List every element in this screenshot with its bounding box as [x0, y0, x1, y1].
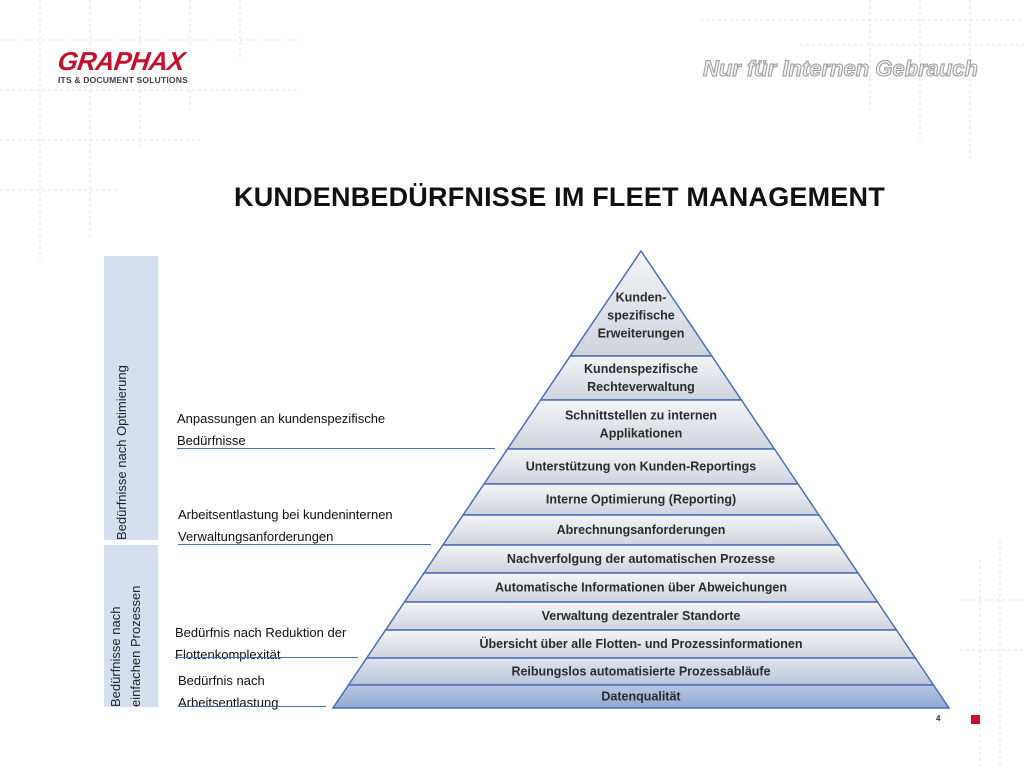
need-line1: Bedürfnis nach: [178, 673, 265, 688]
sidebar-optimization-label: Bedürfnisse nach Optimierung: [114, 365, 129, 540]
internal-use-watermark: Nur für Internen Gebrauch: [702, 56, 978, 81]
need-line2: Bedürfnisse: [177, 433, 246, 448]
pyramid-level-4-label: Unterstützung von Kunden-Reportings: [525, 459, 757, 474]
need-line1: Arbeitsentlastung bei kundeninternen: [178, 507, 393, 522]
pyramid-level-2-label: Rechteverwaltung: [587, 380, 695, 394]
pyramid-level-6-label: Abrechnungsanforderungen: [556, 523, 726, 537]
need-line2: Verwaltungsanforderungen: [178, 529, 334, 544]
pyramid-level-3: [508, 400, 775, 449]
pyramid-level-5-label: Interne Optimierung (Reporting): [545, 492, 737, 507]
sidebar-processes-label-line1: Bedürfnisse nach: [108, 606, 123, 707]
need-line2: Flottenkomplexität: [175, 647, 281, 662]
pyramid-level-1-label: Erweiterungen: [597, 326, 685, 341]
pyramid-level-8-label: Automatische Informationen über Abweichungen: [495, 580, 787, 595]
pyramid-level-9-label: Verwaltung dezentraler Standorte: [541, 609, 741, 623]
page-number: 4: [936, 714, 941, 723]
logo-wordmark: GRAPHAX: [55, 46, 187, 76]
footer-accent-square: [971, 715, 980, 724]
pyramid-level-12-label: Datenqualität: [601, 689, 681, 704]
pyramid-level-3-label: Schnittstellen zu internen: [564, 408, 718, 423]
pyramid-level-1-label: spezifische: [607, 308, 675, 323]
need-line1: Bedürfnis nach Reduktion der: [175, 625, 347, 640]
pyramid-level-7-label: Nachverfolgung der automatischen Prozesse: [506, 552, 776, 566]
pyramid-level-10-label: Übersicht über alle Flotten- und Prozessinformationen: [479, 637, 803, 651]
pyramid-level-1-label: Kunden-: [615, 290, 667, 305]
pyramid-level-11-label: Reibungslos automatisierte Prozessabläufe: [511, 664, 771, 679]
logo-tagline: ITS & DOCUMENT SOLUTIONS: [58, 75, 188, 85]
slide-title: KUNDENBEDÜRFNISSE IM FLEET MANAGEMENT: [234, 182, 885, 212]
need-line2: Arbeitsentlastung: [178, 695, 279, 710]
pyramid-level-3-label: Applikationen: [599, 426, 683, 441]
pyramid-level-2-label: Kundenspezifische: [584, 362, 698, 376]
need-line1: Anpassungen an kundenspezifische: [177, 411, 386, 426]
sidebar-processes-label-line2: einfachen Prozessen: [128, 585, 143, 707]
